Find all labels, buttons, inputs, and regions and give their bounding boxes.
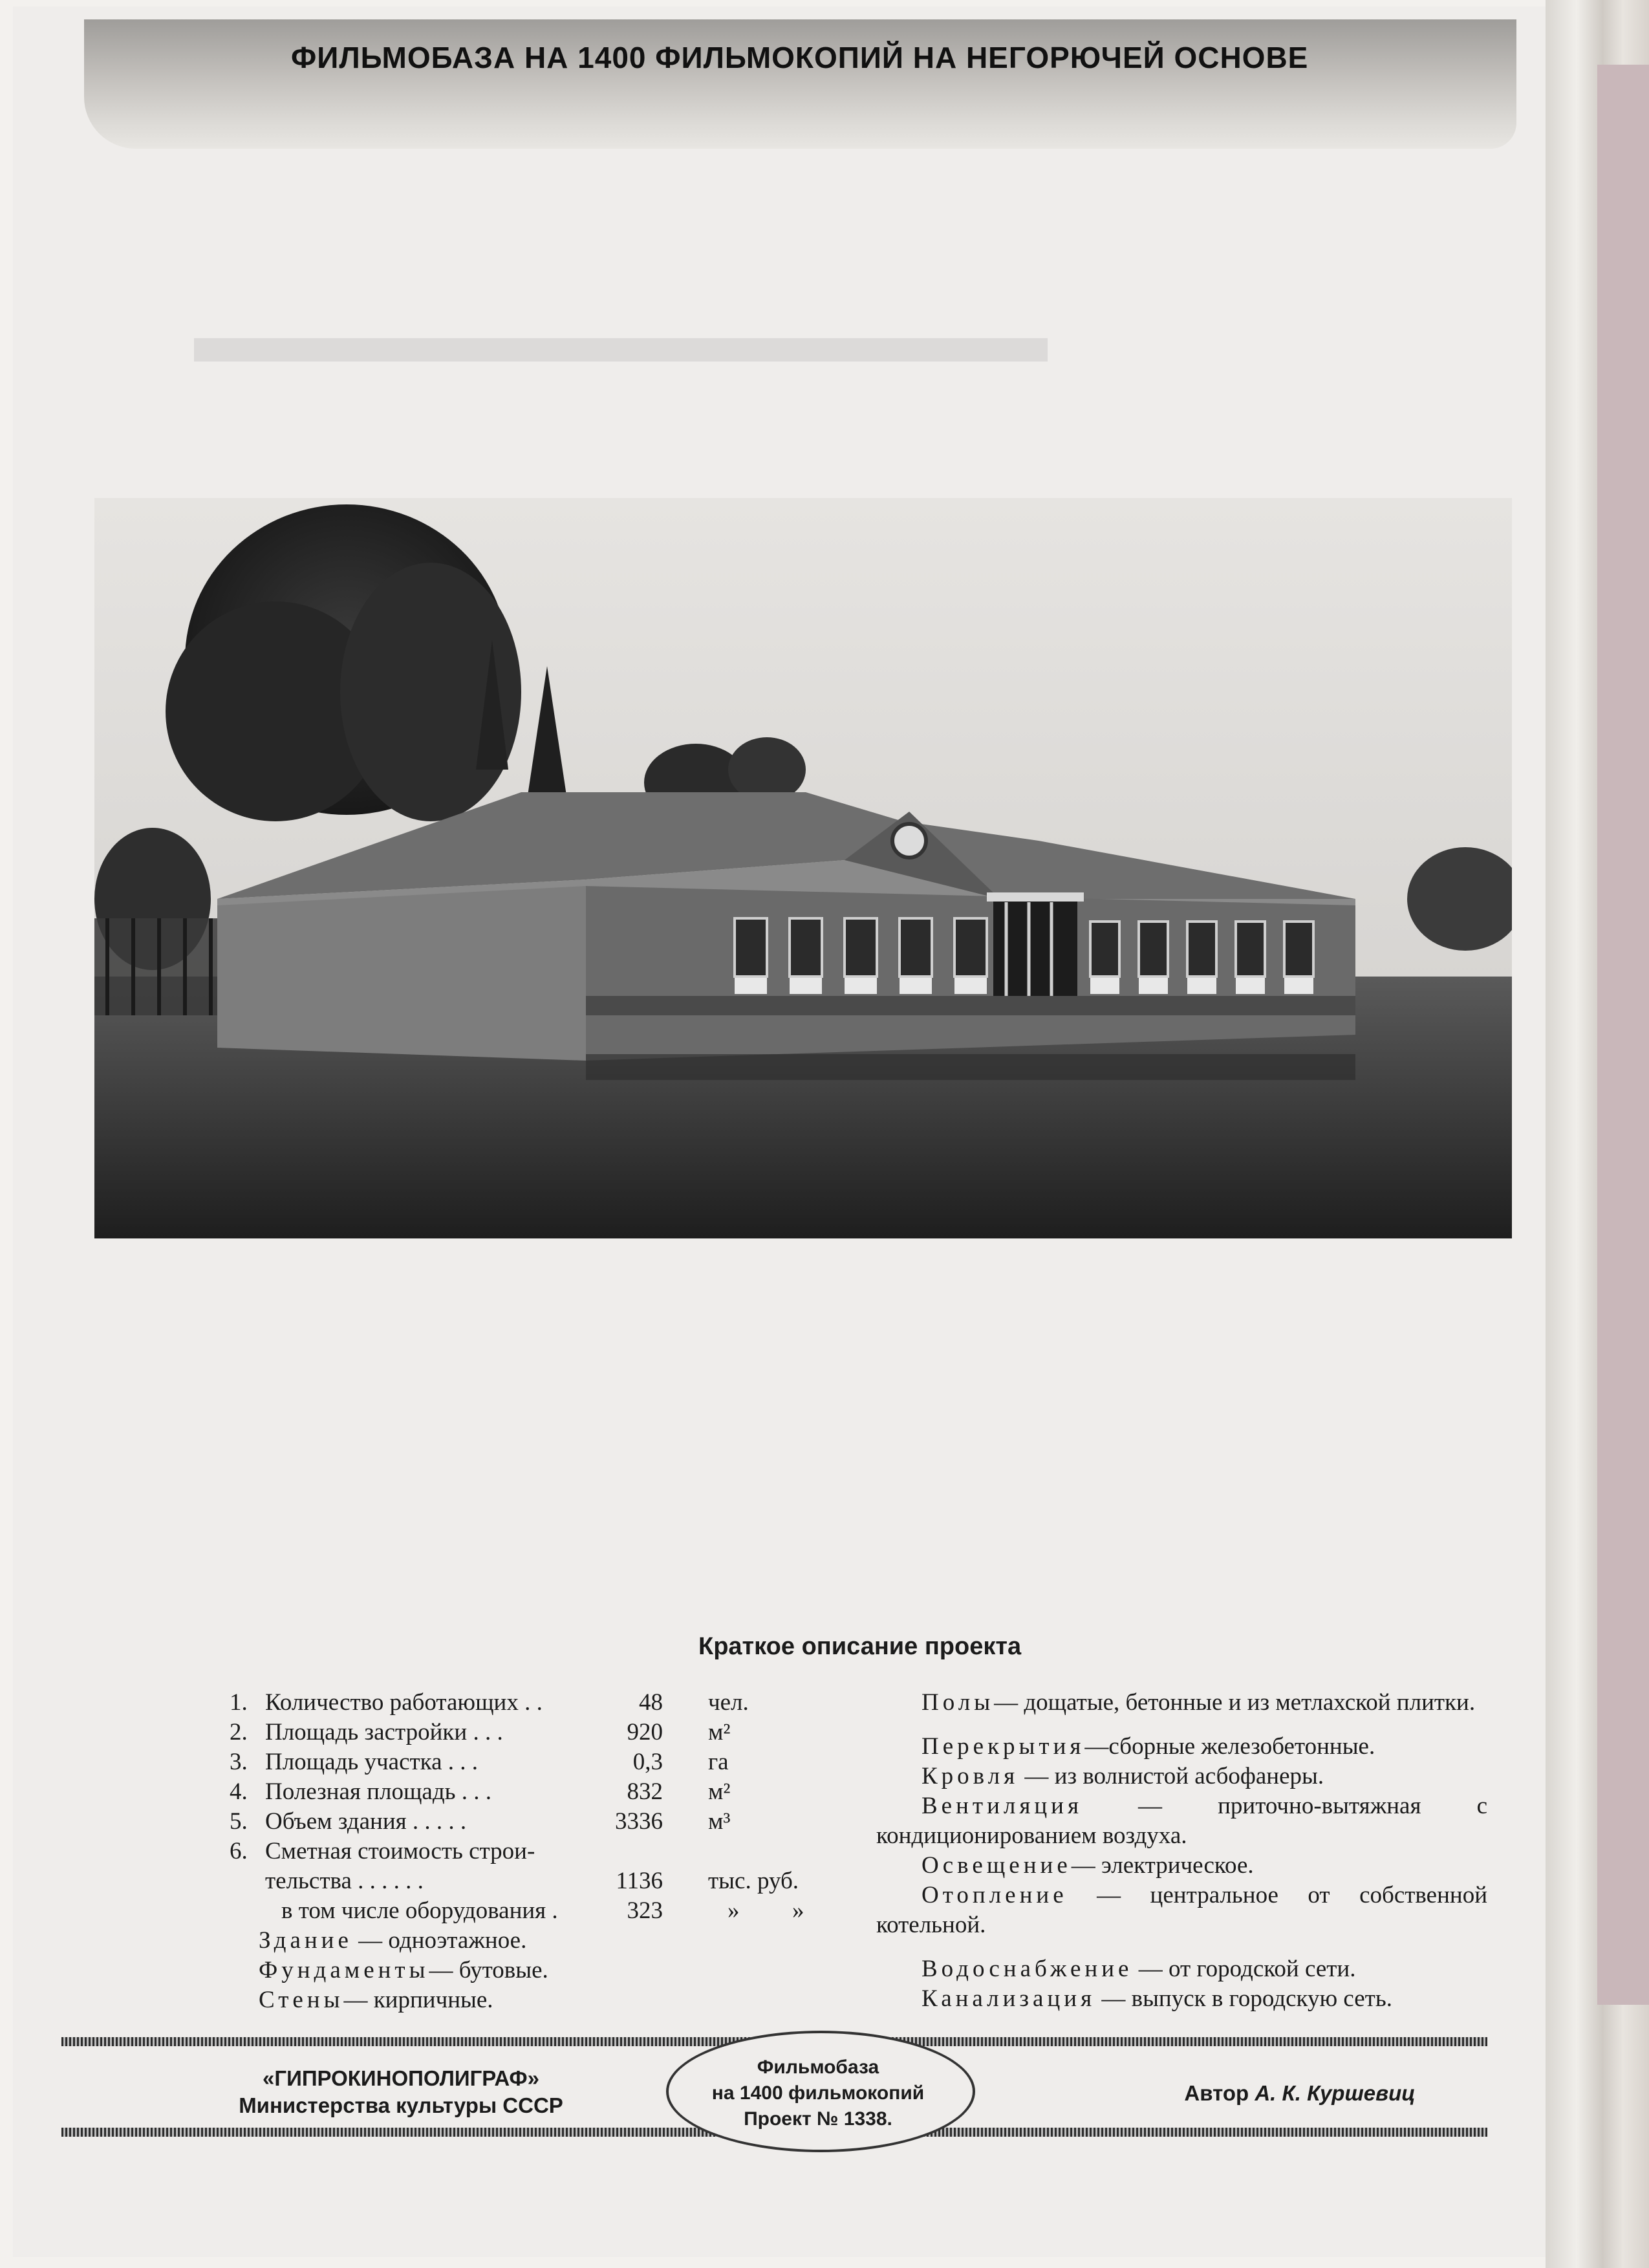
item-value: 920 [627,1719,663,1745]
building-illustration [94,498,1512,1238]
note-head: Стены [259,1987,344,2013]
item-unit: м² [708,1778,731,1805]
item-label: в том числе оборудования . [281,1897,558,1924]
note-head: Фундаменты [259,1957,429,1983]
item-value: 1136 [616,1868,663,1894]
spec-item [230,1718,876,1747]
item-value: 3336 [615,1808,663,1835]
item-unit: » [792,1897,804,1924]
description-title: Краткое описание проекта [698,1633,1022,1660]
note-head: Водоснабжение [921,1956,1133,1982]
note-sewer [876,1984,1487,2014]
spec-list [230,1688,876,2015]
author-name: А. К. Куршевиц [1255,2081,1416,2105]
note-water [876,1954,1487,1984]
item-unit: » [727,1897,740,1924]
spec-item [230,1747,876,1777]
spec-item [230,1807,876,1837]
item-number: 5. [230,1808,248,1835]
item-label: Объем здания . . . . . [265,1808,467,1835]
author-label: Автор [1184,2081,1249,2105]
item-unit: тыс. руб. [708,1868,799,1894]
spec-item-equipment [230,1896,876,1926]
item-value: 323 [627,1897,663,1924]
note-head: Отопление [921,1882,1068,1908]
note-head: Канализация [921,1985,1096,2012]
item-number: 6. [230,1838,248,1864]
note-text: — бутовые. [429,1957,548,1983]
note-head: Здание [259,1927,352,1954]
note-foundation [230,1956,876,1985]
pediment-window [892,824,926,858]
note-floors [876,1688,1487,1718]
right-notes [876,1688,1487,2014]
item-label: Полезная площадь . . . [265,1778,492,1805]
spec-item-cost-line2 [230,1866,876,1896]
item-unit: га [708,1749,729,1775]
facade-left [217,886,586,1061]
note-walls [230,1985,876,2015]
footer-org-ministry: Министерства культуры СССР [239,2093,563,2117]
spec-item-cost [230,1837,876,1866]
note-text: —сборные железобетонные. [1084,1733,1375,1760]
footer-center-line3: Проект № 1338. [744,2108,892,2130]
note-ventilation [876,1791,1487,1851]
note-roof [876,1762,1487,1791]
item-label: Сметная стоимость строи- [265,1838,535,1864]
item-unit: чел. [708,1689,749,1716]
footer-center-line2: на 1400 фильмокопий [711,2082,925,2104]
footer-center-line1: Фильмобаза [757,2057,879,2078]
item-number: 4. [230,1778,248,1805]
note-head: Кровля [921,1763,1019,1789]
item-number: 3. [230,1749,248,1775]
item-label: Количество работающих . . [265,1689,543,1716]
note-building [230,1926,876,1956]
header-band [84,19,1516,149]
item-label: Площадь участка . . . [265,1749,479,1775]
item-label: Площадь застройки . . . [265,1719,503,1745]
item-value: 48 [639,1689,663,1716]
item-unit: м² [708,1719,731,1745]
bleed-through-text: ▬▬▬▬▬▬▬▬▬▬▬ [194,292,1048,378]
note-text: — из волнистой асбофанеры. [1018,1763,1324,1789]
binding-stripe [1597,65,1649,2005]
item-number: 1. [230,1689,248,1716]
item-value: 0,3 [632,1749,663,1775]
note-ceilings [876,1732,1487,1762]
note-text: — электрическое. [1071,1852,1254,1879]
note-text: — центральное от собственной котельной. [876,1882,1487,1938]
item-number: 2. [230,1719,248,1745]
spec-item [230,1777,876,1807]
note-head: Полы [921,1689,995,1716]
note-heating [876,1881,1487,1940]
note-lighting [876,1851,1487,1881]
item-unit: м³ [708,1808,731,1835]
note-head: Вентиляция [921,1793,1083,1819]
footer-author [1164,2081,1436,2106]
note-text: — выпуск в городскую сеть. [1095,1985,1392,2012]
note-head: Перекрытия [921,1733,1085,1760]
note-text: — от городской сети. [1132,1956,1356,1982]
footer-org-name: «ГИПРОКИНОПОЛИГРАФ» [263,2066,539,2090]
item-label: тельства . . . . . . [265,1868,424,1894]
note-text: — приточно-вытяжная с кондиционированием воздуха. [876,1793,1487,1849]
item-value: 832 [627,1778,663,1805]
page-title: ФИЛЬМОБАЗА НА 1400 ФИЛЬМОКОПИЙ НА НЕГОРЮЧЕЙ ОСНОВЕ [291,41,1309,74]
note-text: — кирпичные. [343,1987,493,2013]
note-text: — дощатые, бетонные и из метлахской плитки. [994,1689,1476,1716]
note-head: Освещение [921,1852,1072,1879]
spec-item [230,1688,876,1718]
note-text: — одноэтажное. [352,1927,527,1954]
